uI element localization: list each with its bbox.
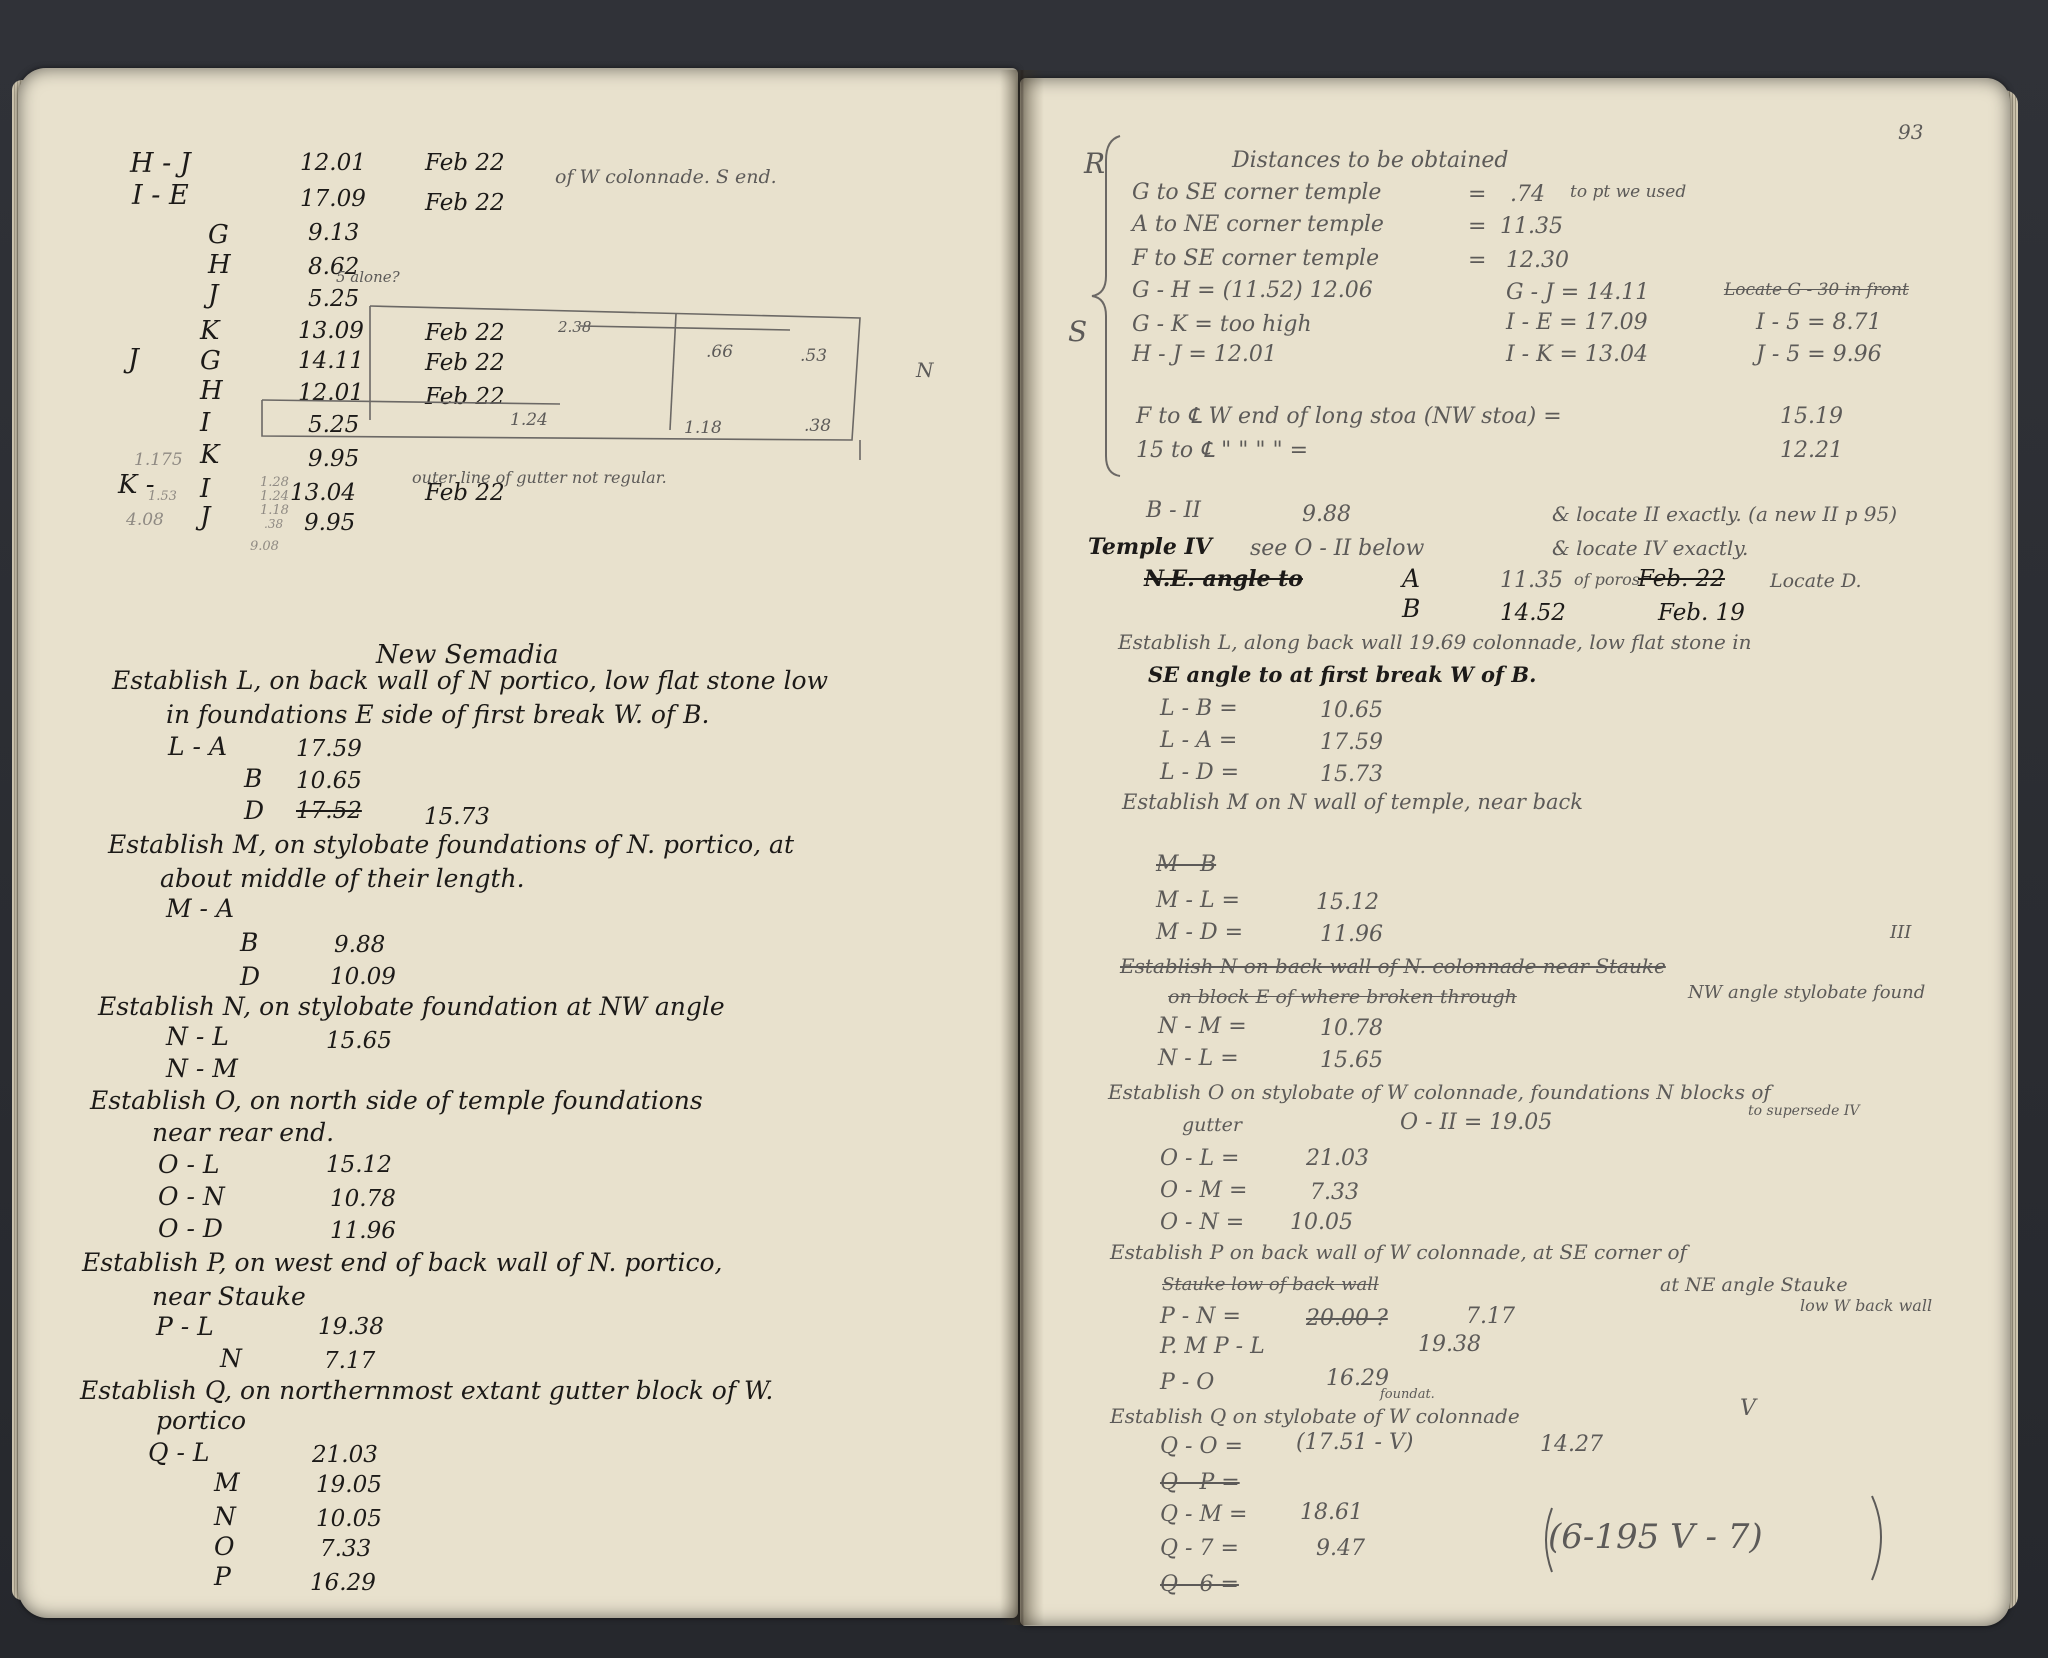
ne-bv: 14.52 [1500,600,1566,626]
estQ-v0: (17.51 - V) [1296,1430,1414,1455]
dist-v0: .74 [1510,182,1545,207]
estQ-text: Establish Q on stylobate of W colonnade [1110,1404,1520,1428]
ne-ad: Feb. 22 [1638,566,1725,592]
estP-x0: 20.00 ? [1306,1306,1388,1331]
secP-v1: 7.17 [324,1348,376,1374]
estQ-v3: 9.47 [1316,1536,1365,1561]
bracket-s: S [1068,315,1088,348]
estQ-k4: Q - 6 = [1160,1572,1239,1597]
estL-v0: 10.65 [1320,698,1383,723]
t1-v2: 9.13 [308,220,360,246]
estM-text: Establish M on N wall of temple, near back [1122,790,1584,814]
estL-v1: 17.59 [1320,730,1383,755]
sketch-m3: .53 [800,346,828,366]
estL-k0: L - B = [1160,696,1238,721]
secM-intro1: about middle of their length. [160,864,525,893]
secO-k0: O - L [158,1150,220,1179]
ne-a: A [1402,564,1421,593]
secL-intro1: in foundations E side of first break W. of B. [166,700,710,729]
dist-eq1: = [1468,214,1487,239]
stoa-v0: 15.19 [1780,404,1843,429]
t1-a10: I [200,474,211,504]
mnum-5: 1.18 [260,503,289,518]
t1-v3: 8.62 [308,254,360,280]
estP-k0: P - N = [1160,1304,1241,1329]
t1-a8: I [200,408,211,438]
secP-v0: 19.38 [318,1314,384,1340]
dist-v1: 11.35 [1500,214,1563,239]
t1-v9: 9.95 [308,446,360,472]
secN-k1: N - M [166,1054,238,1083]
t1-a6: G [200,346,221,376]
mnum-6: .38 [264,517,284,531]
t1-v7: 12.01 [298,380,364,406]
secQ-v0: 21.03 [312,1442,378,1468]
grid-1-0: G - K = too high [1132,312,1312,337]
t1-n4: 5 alone? [336,268,400,286]
left-heading: New Semadia [376,640,559,670]
estQ-k3: Q - 7 = [1160,1536,1239,1561]
secQ-intro0: Establish Q, on northernmost extant gutter block of W. [80,1376,774,1405]
estN-text3: NW angle stylobate found [1688,982,1926,1003]
secQ-k1: M [214,1468,240,1497]
secO-intro1: near rear end. [152,1118,335,1147]
sketch-m6: .38 [804,416,832,436]
estN-v0: 10.78 [1320,1016,1383,1041]
secM-k2: D [240,962,261,991]
estO-sub: O - II = 19.05 [1400,1110,1553,1135]
secQ-v3: 7.33 [320,1536,372,1562]
page-number: 93 [1898,120,1924,144]
t1-v11: 9.95 [304,510,356,536]
estQ-v2: 18.61 [1300,1500,1363,1525]
dist-eq2: = [1468,248,1487,273]
t1-v6: 14.11 [298,348,364,374]
ne-anote: of poros [1574,570,1641,589]
secQ-k3: O [214,1532,235,1561]
b2-note: & locate II exactly. (a new II p 95) [1552,502,1897,526]
dist-t2: F to SE corner temple [1132,246,1380,271]
b2-v: 9.88 [1302,502,1351,527]
secN-intro0: Establish N, on stylobate foundation at NW angle [98,992,725,1021]
estL-k2: L - D = [1160,760,1240,785]
secP-intro1: near Stauke [152,1282,306,1311]
estM-v0: 15.12 [1316,890,1379,915]
secM-k1: B [240,928,259,957]
estN-text: Establish N on back wall of N. colonnade near Stauke [1120,954,1666,978]
estQ-k1: Q - P = [1160,1470,1240,1495]
t1-a3: H [208,250,231,280]
ne-bd: Feb. 19 [1658,600,1745,626]
grid-2-0: H - J = 12.01 [1132,342,1277,367]
dist-v2: 12.30 [1506,248,1569,273]
t1-v1: 17.09 [300,186,366,212]
secO-v0: 15.12 [326,1152,392,1178]
secP-k0: P - L [156,1312,214,1341]
ne-b: B [1402,594,1421,623]
t1-d1: Feb 22 [425,190,505,216]
mnum-7: 9.08 [250,539,279,554]
estO-text: Establish O on stylobate of W colonnade, foundations N blocks of [1108,1080,1771,1104]
estN-v1: 15.65 [1320,1048,1383,1073]
estP-k2: P - O [1160,1370,1215,1395]
temple-note: & locate IV exactly. [1552,536,1749,560]
estM-k0: M - L = [1156,888,1240,913]
secL-k1: B [244,764,263,793]
secL-v2: 15.73 [424,804,490,830]
estQ-sup: foundat. [1380,1387,1435,1402]
secM-intro0: Establish M, on stylobate foundations of N. portico, at [108,830,794,859]
dist-eq0: = [1468,182,1487,207]
secO-v2: 11.96 [330,1218,396,1244]
estM-v1: 11.96 [1320,922,1383,947]
grid-0-1: G - J = 14.11 [1506,280,1650,305]
estQ-v0b: 14.27 [1540,1432,1603,1457]
mnum-1: 1.53 [148,489,177,504]
estO-v0: 21.03 [1306,1146,1369,1171]
ne-aloc: Locate D. [1770,570,1862,592]
t1-a11: J [200,502,211,532]
estL-text: Establish L, along back wall 19.69 colonnade, low flat stone in [1118,630,1752,654]
t1-a2: G [208,220,229,250]
secP-intro0: Establish P, on west end of back wall of N. portico, [82,1248,723,1277]
estO-k2: O - N = [1160,1210,1245,1235]
t1-n0: of W colonnade. S end. [555,166,777,188]
secL-k0: L - A [168,732,227,761]
estP-v2: 16.29 [1326,1366,1389,1391]
t1-v10: 13.04 [290,480,356,506]
t1-d7: Feb 22 [425,384,505,410]
estL-text2: SE angle to at first break W of B. [1148,662,1537,687]
sketch-m1: 2.38 [558,318,592,336]
secM-v1: 9.88 [334,932,386,958]
estL-k1: L - A = [1160,728,1238,753]
estO-v1: 7.33 [1310,1180,1359,1205]
t1-a4: J [208,280,219,310]
secL-v0: 17.59 [296,736,362,762]
secP-k1: N [220,1344,242,1373]
secM-k0: M - A [166,894,234,923]
temple-k: Temple IV [1088,534,1212,560]
estM-x: M - B [1156,852,1217,877]
secQ-v2: 10.05 [316,1506,382,1532]
stoa-t0: F to ℄ W end of long stoa (NW stoa) = [1136,404,1562,429]
t1-a9: K [200,440,220,470]
dist-t1: A to NE corner temple [1132,212,1384,237]
mnum-0: 1.175 [134,450,183,470]
mnum-2: 4.08 [126,510,164,530]
sketch-m4: 1.24 [510,410,548,430]
secO-k1: O - N [158,1182,225,1211]
secO-intro0: Establish O, on north side of temple foundations [90,1086,703,1115]
estQ-k2: Q - M = [1160,1502,1248,1527]
t1-d10: Feb 22 [425,480,505,506]
estN-text2: on block E of where broken through [1168,986,1517,1008]
secQ-k0: Q - L [148,1438,210,1467]
t1-v0: 12.01 [300,150,366,176]
secQ-k4: P [214,1562,231,1591]
secL-v1: 10.65 [296,768,362,794]
estQ-k0: Q - O = [1160,1434,1243,1459]
t1-d5: Feb 22 [425,320,505,346]
estL-v2: 15.73 [1320,762,1383,787]
stoa-v1: 12.21 [1780,438,1843,463]
estN-k0: N - M = [1158,1014,1247,1039]
sketch-m5: 1.18 [684,418,722,438]
estP-text4: low W back wall [1800,1296,1933,1315]
estP-k1: P. M P - L [1160,1334,1265,1359]
t1-a5: K [200,316,220,346]
t1-d0: Feb 22 [425,150,505,176]
estO-sup: to supersede IV [1748,1103,1860,1119]
estP-v1: 19.38 [1418,1332,1481,1357]
t1-pre10: K - [118,470,155,500]
estO-k0: O - L = [1160,1146,1240,1171]
t1-d6: Feb 22 [425,350,505,376]
t1-v5: 13.09 [298,318,364,344]
secL-x2: 17.52 [296,798,362,824]
dist-n0: to pt we used [1570,182,1687,202]
estP-text: Establish P on back wall of W colonnade, at SE corner of [1110,1240,1687,1264]
estQ-circle-note: (6-195 V - 7) [1548,1517,1763,1557]
mnum-4: 1.24 [260,489,289,504]
secO-k2: O - D [158,1214,223,1243]
secN-k0: N - L [166,1022,229,1051]
estM-k1: M - D = [1156,920,1244,945]
grid-1-2: I - 5 = 8.71 [1756,310,1882,335]
sketch-north: N [916,358,934,382]
secQ-intro1: portico [156,1406,247,1435]
grid-2-1: I - K = 13.04 [1506,342,1648,367]
t1-a7: H [200,376,223,406]
grid-0-0: G - H = (11.52) 12.06 [1132,278,1373,303]
temple-see: see O - II below [1250,536,1425,561]
ne-av: 11.35 [1500,568,1563,593]
bracket-r: R [1084,147,1106,180]
t1-v4: 5.25 [308,286,360,312]
estN-mark: III [1890,922,1912,943]
right-title: Distances to be obtained [1232,148,1509,173]
stoa-t1: 15 to ℄ " " " " = [1136,438,1309,463]
secQ-v4: 16.29 [310,1570,376,1596]
secN-v0: 15.65 [326,1028,392,1054]
estP-text3: at NE angle Stauke [1660,1274,1848,1296]
book-gutter [1000,70,1044,1625]
estO-k1: O - M = [1160,1178,1248,1203]
estQ-mark: V [1740,1396,1756,1421]
t1-a1: I - E [132,180,189,211]
estO-v2: 10.05 [1290,1210,1353,1235]
secQ-k2: N [214,1502,236,1531]
sketch-m2: .66 [706,342,734,362]
b2-k: B - II [1146,498,1201,523]
estP-text2: Stauke low of back wall [1162,1274,1379,1295]
grid-2-2: J - 5 = 9.96 [1756,342,1882,367]
dist-t0: G to SE corner temple [1132,180,1382,205]
ne-angle-k: N.E. angle to [1144,566,1303,592]
estN-k1: N - L = [1158,1046,1239,1071]
t1-a0: H - J [130,148,191,179]
secQ-v1: 19.05 [316,1472,382,1498]
t1-v8: 5.25 [308,412,360,438]
grid-0-2: Locate G - 30 in front [1724,280,1909,300]
grid-1-1: I - E = 17.09 [1506,310,1648,335]
estP-v0: 7.17 [1466,1304,1515,1329]
secO-v1: 10.78 [330,1186,396,1212]
t1-pre6: J [128,344,139,375]
secL-intro0: Establish L, on back wall of N portico, low flat stone low [112,666,828,695]
estO-text2: gutter [1182,1114,1242,1136]
mnum-3: 1.28 [260,475,289,490]
secM-v2: 10.09 [330,964,396,990]
sketch-gutter-note: outer line of gutter not regular. [412,468,667,487]
secL-k2: D [244,796,265,825]
